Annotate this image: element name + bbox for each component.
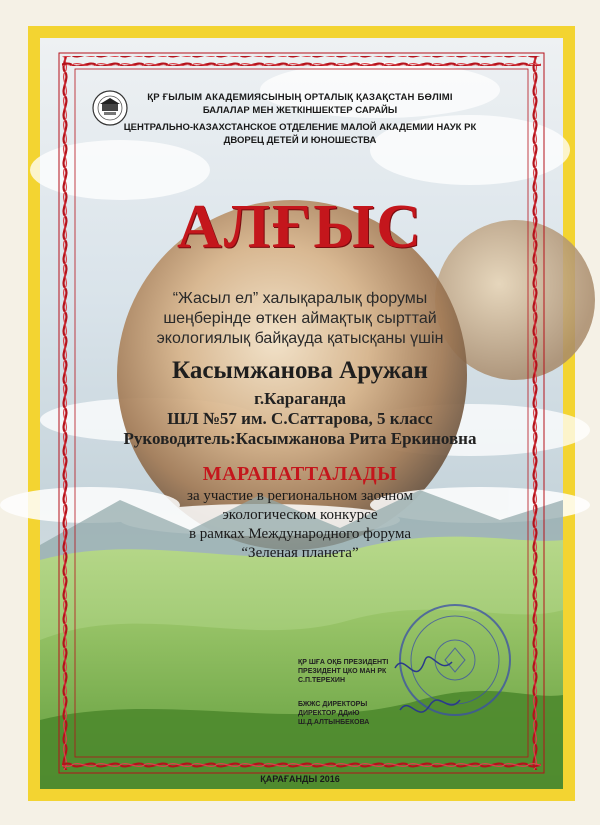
ru-text-line-3: в рамках Международного форума bbox=[188, 526, 412, 542]
recipient-city: г.Караганда bbox=[254, 389, 346, 408]
signature-block-2 bbox=[298, 700, 369, 727]
sig1-line-1: ҚР ШҒА ОҚБ ПРЕЗИДЕНТІ bbox=[298, 659, 389, 666]
kz-text-line-3: экологиялық байқауда қатысқаны үшін bbox=[156, 330, 444, 347]
header-kz-line1: ҚР ҒЫЛЫМ АКАДЕМИЯСЫНЫҢ ОРТАЛЫҚ ҚАЗАҚСТАН БӨЛІМІ bbox=[147, 92, 453, 103]
ru-text-line-2: экологическом конкурсе bbox=[222, 507, 378, 523]
ru-text-line-1: за участие в региональном заочном bbox=[187, 488, 413, 504]
sig2-line-3: Ш.Д.АЛТЫНБЕКОВА bbox=[298, 719, 370, 726]
award-word: МАРАПАТТАЛАДЫ bbox=[202, 463, 398, 485]
recipient-school: ШЛ №57 им. С.Саттарова, 5 класс bbox=[167, 409, 433, 428]
header-ru-line2: ДВОРЕЦ ДЕТЕЙ И ЮНОШЕСТВА bbox=[223, 135, 377, 146]
header-kz-line2: БАЛАЛАР МЕН ЖЕТКІНШЕКТЕР САРАЙЫ bbox=[202, 105, 398, 116]
sig2-line-2: ДИРЕКТОР ДДиЮ bbox=[298, 710, 360, 717]
sig1-line-3: С.П.ТЕРЕХИН bbox=[298, 677, 346, 684]
kz-text-line-2: шеңберінде өткен аймақтық сырттай bbox=[163, 310, 437, 327]
header-ru-line1: ЦЕНТРАЛЬНО-КАЗАХСТАНСКОЕ ОТДЕЛЕНИЕ МАЛОЙ АКАДЕМИИ НАУК РК bbox=[123, 122, 477, 133]
sig2-line-1: БЖЖС ДИРЕКТОРЫ bbox=[298, 701, 368, 708]
ru-text-line-4: “Зеленая планета” bbox=[241, 545, 359, 561]
certificate-title: АЛҒЫС bbox=[176, 193, 424, 261]
signature-block-1 bbox=[298, 658, 388, 685]
sig1-line-2: ПРЕЗИДЕНТ ЦКО МАН РК bbox=[298, 668, 387, 675]
footer-city-year: ҚАРАҒАНДЫ 2016 bbox=[260, 774, 340, 784]
recipient-name: Касымжанова Аружан bbox=[172, 357, 428, 384]
kz-text-line-1: “Жасыл ел” халықаралық форумы bbox=[172, 290, 428, 307]
recipient-supervisor: Руководитель:Касымжанова Рита Еркиновна bbox=[123, 429, 477, 448]
